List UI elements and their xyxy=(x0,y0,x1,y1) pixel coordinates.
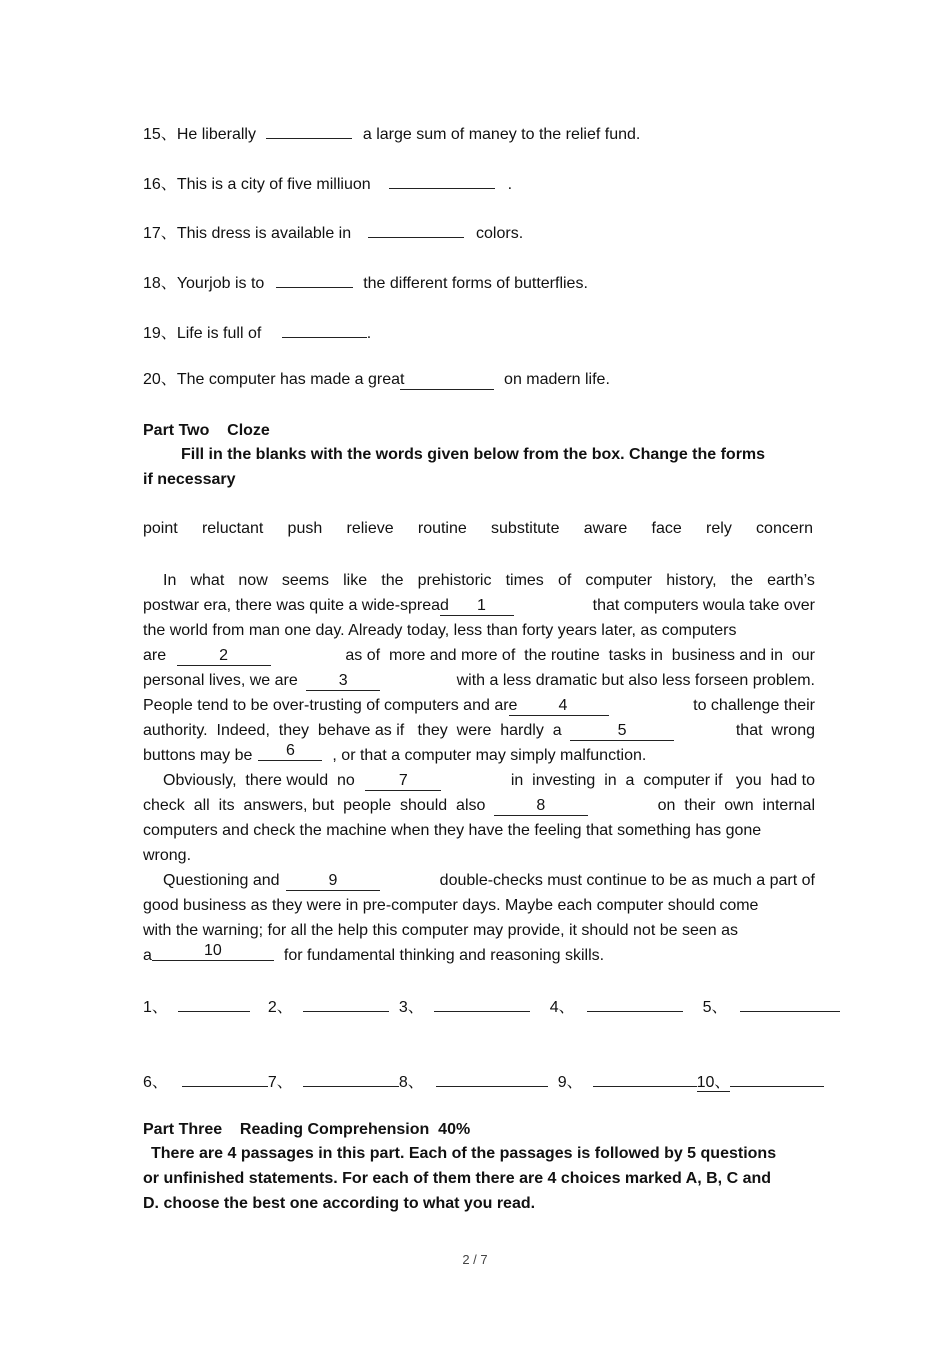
passage-line: with the warning; for all the help this computer may provide, it should not be seen as xyxy=(143,922,738,939)
passage-line: check all its answers, but people should also 8 on their own internal xyxy=(143,797,815,814)
cloze-blank-5[interactable]: 5 xyxy=(570,723,674,741)
passage-line: personal lives, we are 3 with a less dramatic but also less forseen problem. xyxy=(143,672,815,689)
part-three-instruction-cont: or unfinished statements. For each of them there are 4 choices marked A, B, C and xyxy=(143,1170,772,1187)
answer-blank[interactable] xyxy=(740,994,840,1012)
cloze-blank-8[interactable]: 8 xyxy=(494,798,588,816)
question-19: 19、Life is full of . xyxy=(143,320,371,344)
passage-line: computers and check the machine when they have the feeling that something has gone xyxy=(143,822,762,839)
passage-line: the world from man one day. Already today, less than forty years later, as computers xyxy=(143,622,737,639)
fill-blank[interactable]: t xyxy=(400,372,494,390)
part-three-instruction-end: D. choose the best one according to what you read. xyxy=(143,1195,536,1212)
part-two-title: Part Two Cloze xyxy=(143,422,270,439)
answer-row-2: 6、 7、 8、 9、 10、 xyxy=(143,1069,824,1092)
passage-line: Obviously, there would no 7 in investing in a computer if you had to xyxy=(163,772,815,789)
answer-blank[interactable] xyxy=(730,1069,824,1087)
answer-blank[interactable] xyxy=(436,1069,548,1087)
answer-blank[interactable] xyxy=(434,994,530,1012)
word-bank-item: concern xyxy=(756,520,813,537)
passage-line: are 2 as of more and more of the routine tasks in business and in our xyxy=(143,647,815,664)
answer-blank[interactable] xyxy=(303,994,389,1012)
fill-blank[interactable] xyxy=(282,320,367,338)
word-bank-item: aware xyxy=(583,520,628,537)
word-bank-item: substitute xyxy=(491,520,560,537)
fill-blank[interactable] xyxy=(389,171,495,189)
cloze-blank-10[interactable]: 10 xyxy=(152,943,274,961)
word-bank-item: push xyxy=(287,520,323,537)
question-16: 16、This is a city of five milliuon . xyxy=(143,171,512,195)
passage-line: Questioning and 9 double-checks must continue to be as much a part of xyxy=(163,872,815,889)
passage-line: wrong. xyxy=(143,847,192,864)
word-bank-item: reluctant xyxy=(201,520,264,537)
cloze-blank-2[interactable]: 2 xyxy=(177,648,271,666)
passage-line: a 10 for fundamental thinking and reasoning skills. xyxy=(143,942,605,964)
fill-blank[interactable] xyxy=(368,220,464,238)
passage-line: good business as they were in pre-computer days. Maybe each computer should come xyxy=(143,897,759,914)
cloze-blank-3[interactable]: 3 xyxy=(306,673,380,691)
question-15: 15、He liberally a large sum of maney to the relief fund. xyxy=(143,121,640,145)
page-number: 2 / 7 xyxy=(462,1252,488,1267)
part-three-instruction: There are 4 passages in this part. Each of the passages is followed by 5 questions xyxy=(151,1145,777,1162)
cloze-blank-7[interactable]: 7 xyxy=(365,773,441,791)
cloze-passage xyxy=(143,568,815,968)
fill-blank[interactable] xyxy=(276,270,353,288)
question-17: 17、This dress is available in colors. xyxy=(143,220,523,244)
question-18: 18、Yourjob is to the different forms of butterflies. xyxy=(143,270,588,294)
passage-line: postwar era, there was quite a wide-sprea d 1 that computers woula take over xyxy=(143,597,815,614)
word-bank-item: routine xyxy=(417,520,467,537)
answer-blank[interactable] xyxy=(587,994,683,1012)
answer-row-1: 1、 2、 3、 4、 5、 xyxy=(143,994,840,1017)
question-20: 20、The computer has made a great on madern life. xyxy=(143,371,610,388)
passage-line: authority. Indeed, they behave as if they were hardly a 5 that wrong xyxy=(143,722,815,739)
fill-blank[interactable] xyxy=(266,121,352,139)
cloze-blank-9[interactable]: 9 xyxy=(286,873,380,891)
cloze-blank-6[interactable]: 6 xyxy=(258,743,322,761)
answer-blank[interactable] xyxy=(178,994,250,1012)
answer-blank[interactable] xyxy=(593,1069,697,1087)
word-bank-item: rely xyxy=(706,520,732,537)
cloze-blank-4[interactable]: e 4 xyxy=(509,698,609,716)
word-bank xyxy=(143,520,813,538)
part-three-title: Part Three Reading Comprehension 40% xyxy=(143,1121,471,1138)
passage-line: People tend to be over-trusting of computers and ar e 4 to challenge their xyxy=(143,697,815,714)
passage-line: In what now seems like the prehistoric times of computer history, the earth’s xyxy=(163,572,815,589)
cloze-blank-1[interactable]: d 1 xyxy=(440,598,514,616)
answer-blank[interactable] xyxy=(303,1069,399,1087)
word-bank-item: point xyxy=(143,520,178,537)
part-two-instruction-cont: if necessary xyxy=(143,471,236,488)
part-two-instruction: Fill in the blanks with the words given below from the box. Change the forms xyxy=(181,446,766,463)
word-bank-item: face xyxy=(651,520,682,537)
word-bank-item: relieve xyxy=(346,520,394,537)
passage-line: buttons may be 6 , or that a computer may simply malfunction. xyxy=(143,742,647,764)
answer-blank[interactable] xyxy=(182,1069,268,1087)
